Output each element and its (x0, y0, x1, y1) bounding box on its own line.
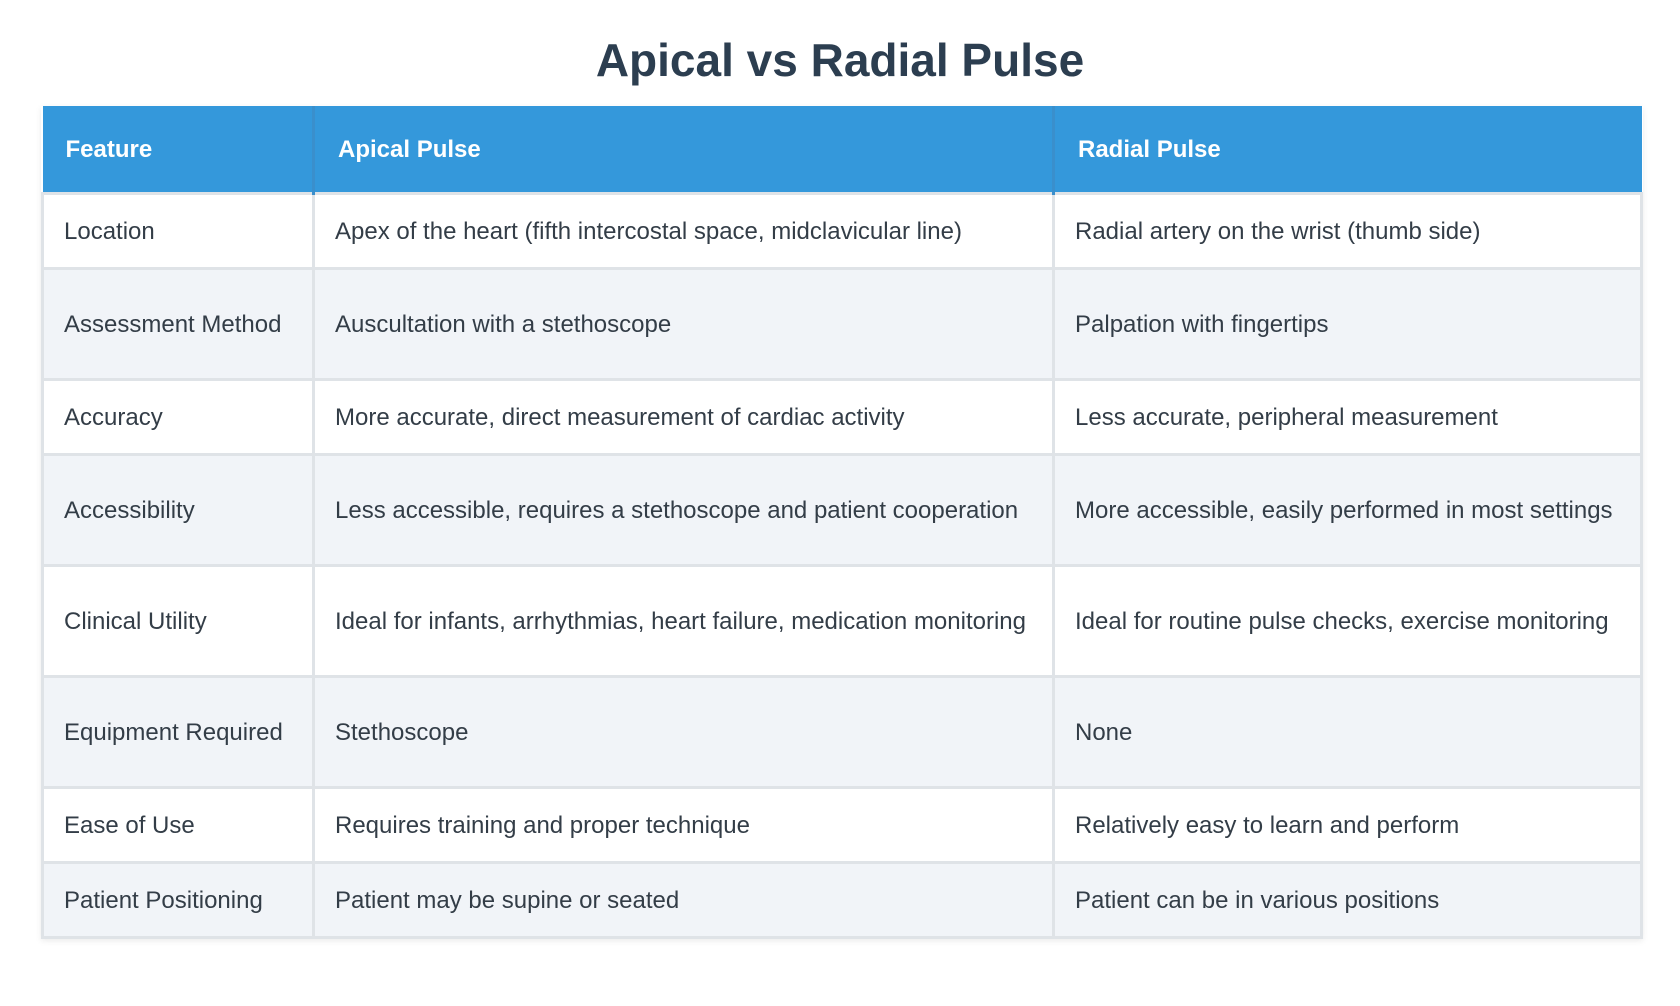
feature-cell: Equipment Required (43, 677, 314, 788)
radial-cell: Ideal for routine pulse checks, exercise monitoring (1054, 566, 1642, 677)
radial-cell: Less accurate, peripheral measurement (1054, 380, 1642, 455)
feature-cell: Accessibility (43, 455, 314, 566)
header-apical-pulse: Apical Pulse (314, 106, 1054, 194)
table-row (43, 788, 1642, 863)
table-row (43, 566, 1642, 677)
apical-cell: Ideal for infants, arrhythmias, heart failure, medication monitoring (314, 566, 1054, 677)
apical-cell: Requires training and proper technique (314, 788, 1054, 863)
table-header-row (43, 106, 1642, 194)
apical-cell: Patient may be supine or seated (314, 863, 1054, 938)
table-row (43, 455, 1642, 566)
feature-cell: Assessment Method (43, 269, 314, 380)
radial-cell: Patient can be in various positions (1054, 863, 1642, 938)
apical-cell: Auscultation with a stethoscope (314, 269, 1054, 380)
apical-cell: Apex of the heart (fifth intercostal space, midclavicular line) (314, 194, 1054, 269)
table-row (43, 194, 1642, 269)
table-row (43, 269, 1642, 380)
table-row (43, 677, 1642, 788)
header-radial-pulse: Radial Pulse (1054, 106, 1642, 194)
radial-cell: More accessible, easily performed in most settings (1054, 455, 1642, 566)
radial-cell: Radial artery on the wrist (thumb side) (1054, 194, 1642, 269)
page-title: Apical vs Radial Pulse (595, 34, 1085, 86)
comparison-table (41, 106, 1643, 939)
radial-cell: None (1054, 677, 1642, 788)
table-row (43, 863, 1642, 938)
apical-cell: More accurate, direct measurement of cardiac activity (314, 380, 1054, 455)
feature-cell: Accuracy (43, 380, 314, 455)
feature-cell: Ease of Use (43, 788, 314, 863)
feature-cell: Location (43, 194, 314, 269)
header-feature: Feature (43, 106, 314, 194)
radial-cell: Relatively easy to learn and perform (1054, 788, 1642, 863)
feature-cell: Patient Positioning (43, 863, 314, 938)
table-row (43, 380, 1642, 455)
apical-cell: Stethoscope (314, 677, 1054, 788)
apical-cell: Less accessible, requires a stethoscope and patient cooperation (314, 455, 1054, 566)
feature-cell: Clinical Utility (43, 566, 314, 677)
radial-cell: Palpation with fingertips (1054, 269, 1642, 380)
